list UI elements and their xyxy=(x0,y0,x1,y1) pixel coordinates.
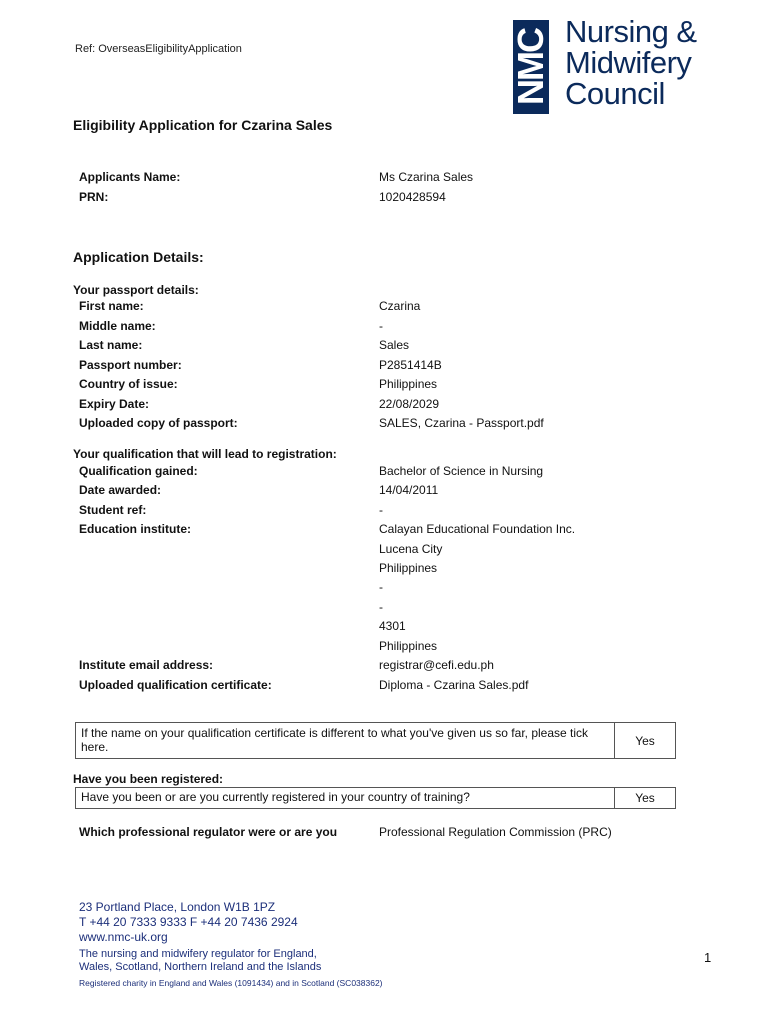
registered-question: Have you been or are you currently registered in your country of training? xyxy=(76,788,615,808)
institute-postcode: 4301 xyxy=(379,619,406,633)
country-of-issue-label: Country of issue: xyxy=(79,377,178,391)
institute-address-line: - xyxy=(379,600,383,614)
logo-line-3: Council xyxy=(565,76,665,111)
institute-country-2: Philippines xyxy=(379,639,438,653)
registered-answer: Yes xyxy=(635,791,655,805)
footer-website: www.nmc-uk.org xyxy=(79,930,168,944)
passport-number-label: Passport number: xyxy=(79,358,182,372)
institute-city: Lucena City xyxy=(379,542,443,556)
name-difference-box xyxy=(75,722,676,759)
registered-heading: Have you been registered: xyxy=(73,772,224,786)
prn-label: PRN: xyxy=(79,190,109,204)
last-name-value: Sales xyxy=(379,338,410,352)
name-difference-question: If the name on your qualification certificate is different to what you've given us so far, please tick here. xyxy=(76,723,615,758)
regulator-label: Which professional regulator were or are you xyxy=(79,825,338,839)
logo-line-1: Nursing & xyxy=(565,14,697,49)
prn-value: 1020428594 xyxy=(379,190,446,204)
footer xyxy=(79,900,383,988)
application-details-heading: Application Details: xyxy=(73,249,204,265)
institute-email-value: registrar@cefi.edu.ph xyxy=(379,658,494,672)
middle-name-value: - xyxy=(379,319,383,333)
footer-address: 23 Portland Place, London W1B 1PZ xyxy=(79,900,276,914)
regulator-value: Professional Regulation Commission (PRC) xyxy=(379,825,612,839)
first-name-label: First name: xyxy=(79,299,144,313)
last-name-label: Last name: xyxy=(79,338,143,352)
date-awarded-label: Date awarded: xyxy=(79,483,162,497)
student-ref-value: - xyxy=(379,503,383,517)
footer-description-line-2: Wales, Scotland, Northern Ireland and the Islands xyxy=(79,961,322,973)
applicant-name-label: Applicants Name: xyxy=(79,170,181,184)
nmc-logo-mark xyxy=(510,20,551,114)
education-institute-value: Calayan Educational Foundation Inc. xyxy=(379,522,576,536)
qualification-gained-value: Bachelor of Science in Nursing xyxy=(379,464,544,478)
document-title: Eligibility Application for Czarina Sales xyxy=(73,117,333,133)
logo-line-2: Midwifery xyxy=(565,45,692,80)
middle-name-label: Middle name: xyxy=(79,319,156,333)
education-institute-label: Education institute: xyxy=(79,522,191,536)
qualification-gained-label: Qualification gained: xyxy=(79,464,198,478)
student-ref-label: Student ref: xyxy=(79,503,147,517)
institute-address-line: - xyxy=(379,580,383,594)
institute-country: Philippines xyxy=(379,561,438,575)
applicant-name-value: Ms Czarina Sales xyxy=(379,170,474,184)
passport-upload-label: Uploaded copy of passport: xyxy=(79,416,238,430)
footer-description-line-1: The nursing and midwifery regulator for England, xyxy=(79,948,317,960)
passport-number-value: P2851414B xyxy=(379,358,442,372)
first-name-value: Czarina xyxy=(379,299,421,313)
passport-upload-value: SALES, Czarina - Passport.pdf xyxy=(379,416,544,430)
qualification-heading: Your qualification that will lead to registration: xyxy=(73,447,337,461)
certificate-upload-value: Diploma - Czarina Sales.pdf xyxy=(379,678,529,692)
expiry-date-label: Expiry Date: xyxy=(79,397,150,411)
country-of-issue-value: Philippines xyxy=(379,377,438,391)
name-difference-answer: Yes xyxy=(635,733,655,748)
document-reference: Ref: OverseasEligibilityApplication xyxy=(75,43,242,55)
footer-charity: Registered charity in England and Wales (1091434) and in Scotland (SC038362) xyxy=(79,978,383,988)
logo-mark-text: NMC xyxy=(510,29,551,105)
expiry-date-value: 22/08/2029 xyxy=(379,397,440,411)
institute-email-label: Institute email address: xyxy=(79,658,214,672)
page-number: 1 xyxy=(704,950,712,965)
certificate-upload-label: Uploaded qualification certificate: xyxy=(79,678,272,692)
registered-box xyxy=(75,787,676,809)
footer-phone: T +44 20 7333 9333 F +44 20 7436 2924 xyxy=(79,915,298,929)
date-awarded-value: 14/04/2011 xyxy=(379,483,439,497)
nmc-logo-text xyxy=(565,16,697,109)
passport-heading: Your passport details: xyxy=(73,283,199,297)
